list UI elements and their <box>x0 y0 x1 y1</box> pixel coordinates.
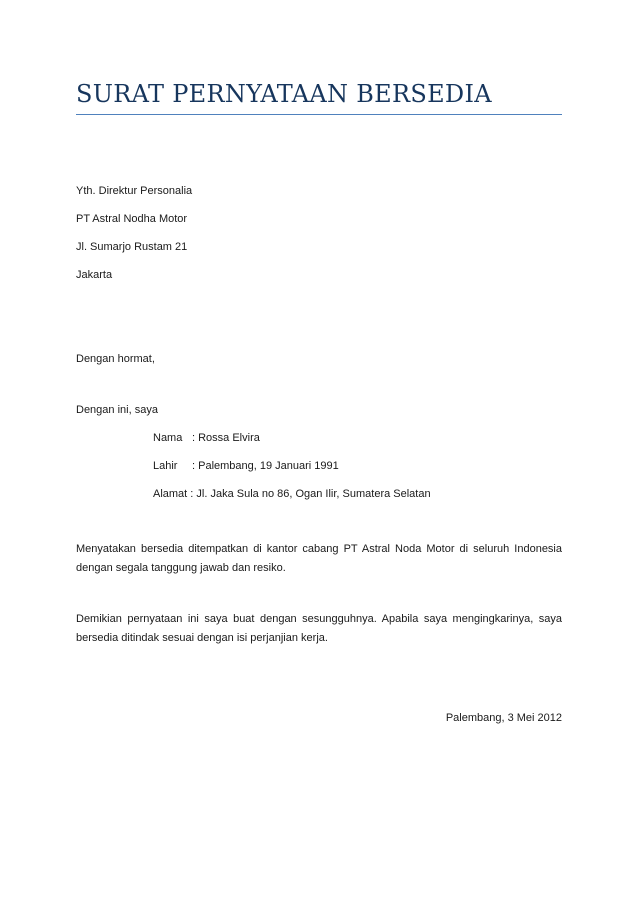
intro-text: Dengan ini, saya <box>76 404 158 416</box>
title-underline <box>76 114 562 115</box>
document-title: SURAT PERNYATAAN BERSEDIA <box>76 80 492 108</box>
recipient-line-3: Jl. Sumarjo Rustam 21 <box>76 241 188 253</box>
statement-paragraph: Menyatakan bersedia ditempatkan di kantor cabang PT Astral Noda Motor di seluruh Indonesia dengan segala tanggung jawab dan resiko. <box>76 543 562 574</box>
name-label: Nama <box>153 432 183 444</box>
greeting: Dengan hormat, <box>76 353 155 365</box>
recipient-line-1: Yth. Direktur Personalia <box>76 185 193 197</box>
recipient-line-2: PT Astral Nodha Motor <box>76 213 188 225</box>
birth-value: : Palembang, 19 Januari 1991 <box>192 460 339 472</box>
recipient-line-4: Jakarta <box>76 269 113 281</box>
place-date: Palembang, 3 Mei 2012 <box>445 712 562 724</box>
name-value: : Rossa Elvira <box>192 432 260 444</box>
address-line: Alamat : Jl. Jaka Sula no 86, Ogan Ilir, Sumatera Selatan <box>153 488 431 500</box>
closing-paragraph: Demikian pernyataan ini saya buat dengan sesungguhnya. Apabila saya mengingkarinya, saya bersedia ditindak sesuai dengan isi perjanjian kerja. <box>76 613 562 644</box>
birth-label: Lahir <box>153 460 178 472</box>
